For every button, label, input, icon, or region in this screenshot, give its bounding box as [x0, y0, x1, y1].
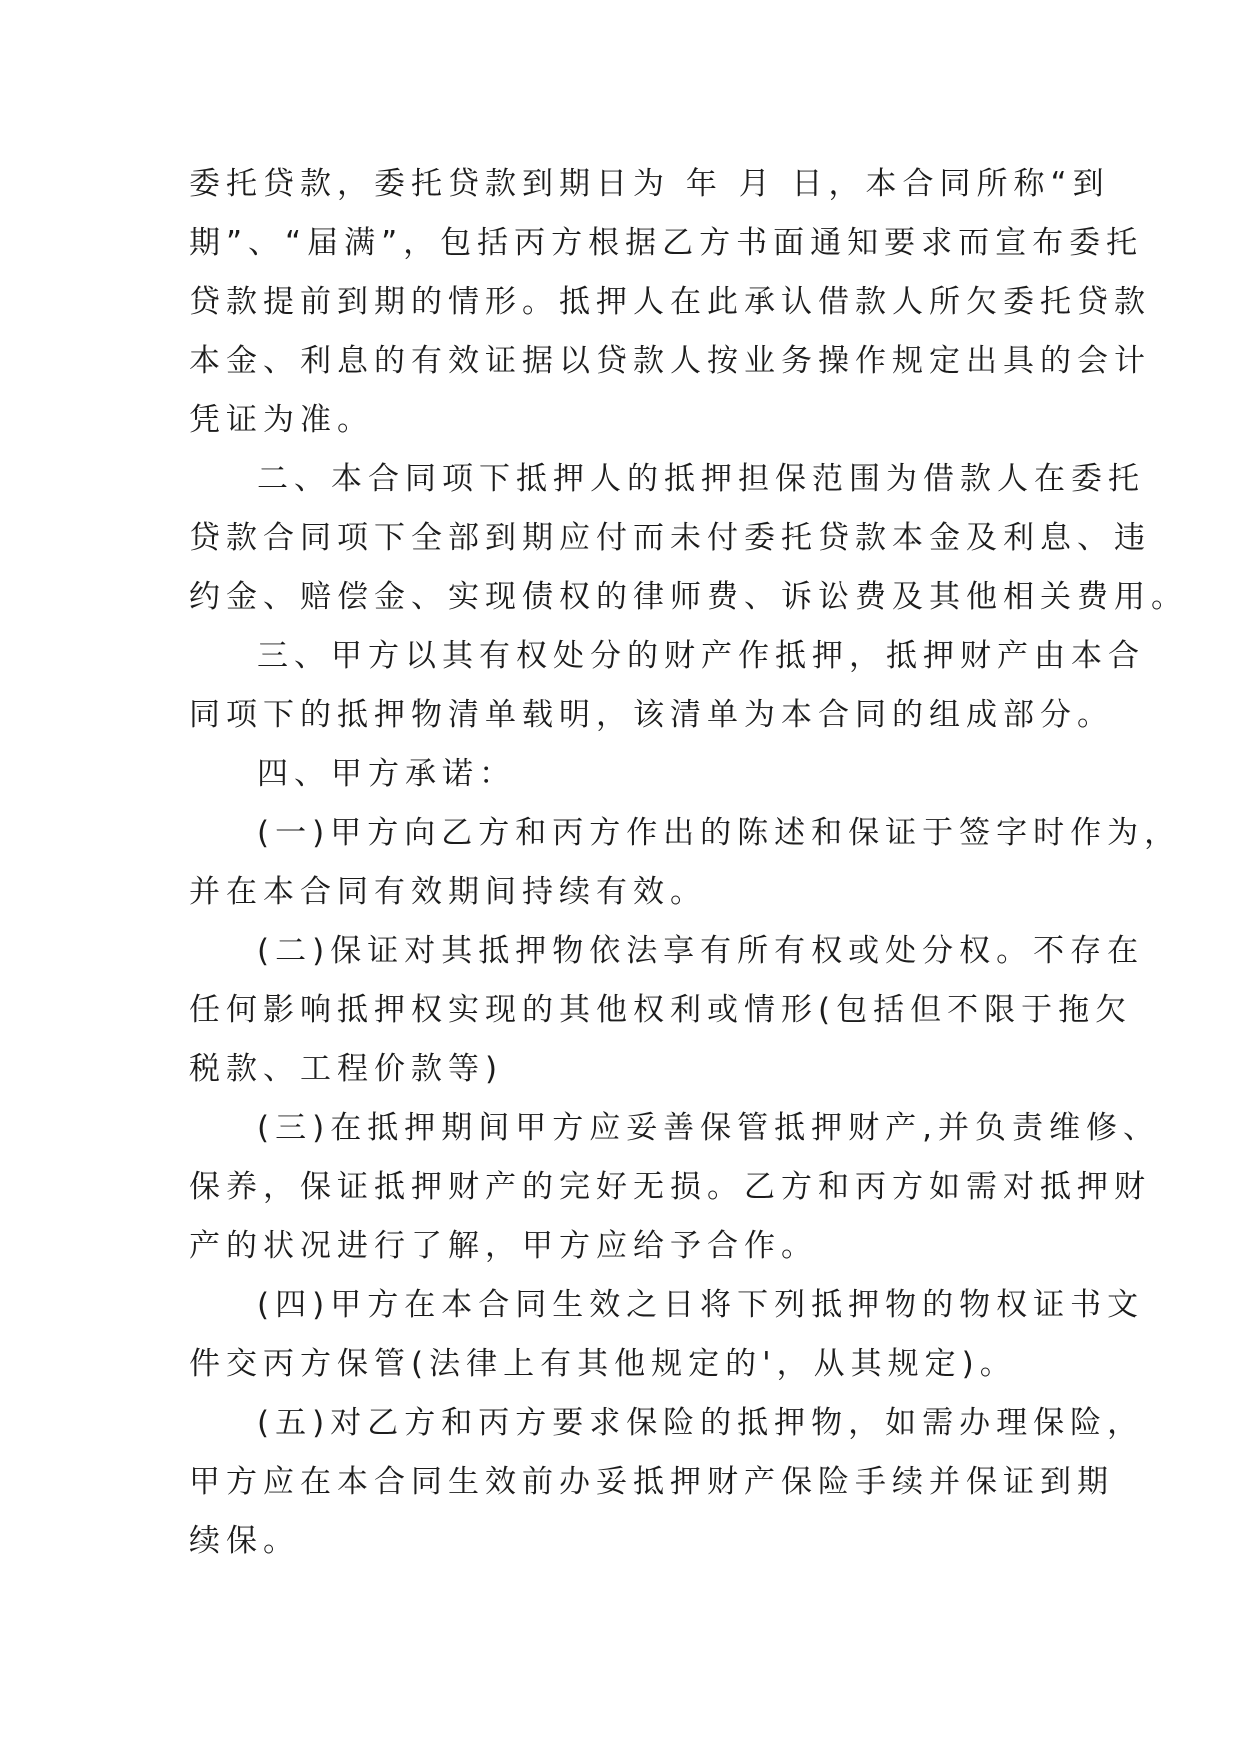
text-line: 期”、“届满”，包括丙方根据乙方书面通知要求而宣布委托: [189, 225, 1144, 261]
subclause-3-line: (三)在抵押期间甲方应妥善保管抵押财产,并负责维修、: [257, 1110, 1161, 1146]
subclause-5-line: (五)对乙方和丙方要求保险的抵押物，如需办理保险，: [257, 1405, 1145, 1441]
clause-2-line: 二、本合同项下抵押人的抵押担保范围为借款人在委托: [257, 461, 1145, 497]
text-line: 产的状况进行了解，甲方应给予合作。: [189, 1228, 818, 1264]
text-line: 件交丙方保管(法律上有其他规定的'，从其规定)。: [189, 1346, 1017, 1382]
text-line: 同项下的抵押物清单载明，该清单为本合同的组成部分。: [189, 697, 1114, 733]
text-line: 保养，保证抵押财产的完好无损。乙方和丙方如需对抵押财: [189, 1169, 1151, 1205]
text-line: 凭证为准。: [189, 402, 374, 438]
text-line: 委托贷款，委托贷款到期日为 年 月 日，本合同所称“到: [189, 166, 1110, 202]
subclause-2-line: (二)保证对其抵押物依法享有所有权或处分权。不存在: [257, 933, 1145, 969]
subclause-4-line: (四)甲方在本合同生效之日将下列抵押物的物权证书文: [257, 1287, 1145, 1323]
text-line: 贷款合同项下全部到期应付而未付委托贷款本金及利息、违: [189, 520, 1151, 556]
text-line: 约金、赔偿金、实现债权的律师费、诉讼费及其他相关费用。: [189, 579, 1188, 615]
text-line: 并在本合同有效期间持续有效。: [189, 874, 707, 910]
text-line: 甲方应在本合同生效前办妥抵押财产保险手续并保证到期: [189, 1464, 1114, 1500]
text-line: 任何影响抵押权实现的其他权利或情形(包括但不限于拖欠: [189, 992, 1133, 1028]
contract-text: [189, 155, 1188, 1571]
clause-3-line: 三、甲方以其有权处分的财产作抵押，抵押财产由本合: [257, 638, 1145, 674]
text-line: 本金、利息的有效证据以贷款人按业务操作规定出具的会计: [189, 343, 1151, 379]
clause-4-heading: 四、甲方承诺：: [257, 756, 516, 792]
text-line: 续保。: [189, 1523, 300, 1559]
text-line: 税款、工程价款等): [189, 1051, 504, 1087]
subclause-1-line: (一)甲方向乙方和丙方作出的陈述和保证于签字时作为，: [257, 815, 1182, 851]
text-line: 贷款提前到期的情形。抵押人在此承认借款人所欠委托贷款: [189, 284, 1151, 320]
